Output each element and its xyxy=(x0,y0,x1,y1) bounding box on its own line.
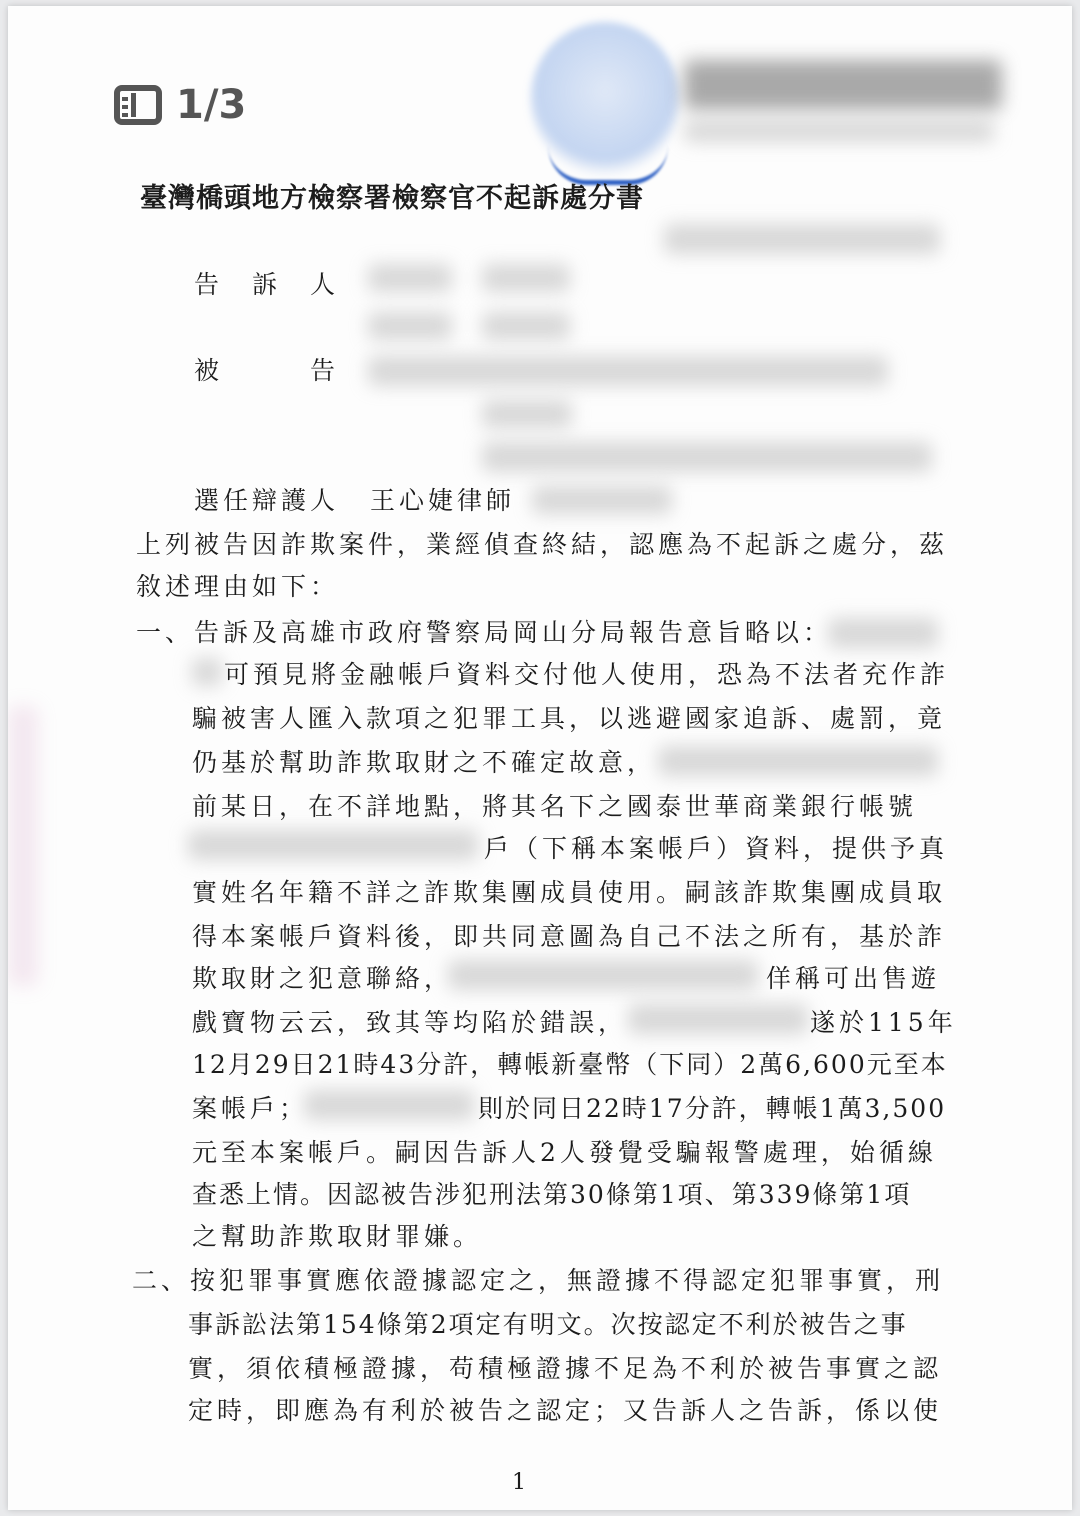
redacted-margin-mark xyxy=(8,706,38,986)
redacted-complainant-1b xyxy=(482,264,570,292)
redacted-date xyxy=(658,746,938,776)
redacted-complainant-2b xyxy=(482,312,570,340)
redacted-defendant xyxy=(368,356,888,386)
body-line: 仍基於幫助詐欺取財之不確定故意， xyxy=(192,748,657,777)
body-line: 遂於115年 xyxy=(810,1008,957,1037)
body-line: 實姓名年籍不詳之詐欺集團成員使用。嗣該詐欺集團成員取 xyxy=(192,878,947,907)
document-page xyxy=(8,6,1072,1510)
redacted-victim-2 xyxy=(304,1090,474,1120)
page-counter xyxy=(114,82,246,128)
redacted-counsel-address xyxy=(532,486,672,514)
page-counter-text: 1/3 xyxy=(176,82,247,128)
redacted-victim-1 xyxy=(628,1004,808,1034)
section-heading-2: 二、按犯罪事實應依證據認定之，無證據不得認定犯罪事實，刑 xyxy=(132,1266,945,1295)
redacted-complainant-2 xyxy=(368,312,452,340)
redacted-defendant-id xyxy=(482,400,572,428)
redacted-complainant-1 xyxy=(368,264,452,292)
redacted-defendant-name xyxy=(828,618,938,648)
body-line: 上列被告因詐欺案件，業經偵查終結，認應為不起訴之處分，茲 xyxy=(136,530,949,559)
redacted-name-2 xyxy=(192,658,222,686)
defense-counsel-label: 選任辯護人 xyxy=(194,486,340,515)
body-line: 可預見將金融帳戶資料交付他人使用，恐為不法者充作詐 xyxy=(224,660,950,689)
body-line: 則於同日22時17分許，轉帳1萬3,500 xyxy=(478,1094,947,1123)
body-line: 元至本案帳戶。嗣因告訴人2人發覺受騙報警處理，始循線 xyxy=(192,1138,937,1167)
body-line: 實，須依積極證據，苟積極證據不足為不利於被告事實之認 xyxy=(188,1354,943,1383)
reader-mode-icon[interactable] xyxy=(114,85,162,125)
redacted-header-subtext xyxy=(684,120,994,142)
body-line: 佯稱可出售遊 xyxy=(766,964,941,993)
body-line: 前某日，在不詳地點，將其名下之國泰世華商業銀行帳號 xyxy=(192,792,918,821)
body-line: 敘述理由如下： xyxy=(136,572,340,601)
body-line: 戲寶物云云，致其等均陷於錯誤， xyxy=(192,1008,628,1037)
document-title: 臺灣橋頭地方檢察署檢察官不起訴處分書 xyxy=(140,183,644,214)
body-line: 得本案帳戶資料後，即共同意圖為自己不法之所有，基於詐 xyxy=(192,922,947,951)
body-line: 戶（下稱本案帳戶）資料，提供予真 xyxy=(484,834,949,863)
defense-counsel-name: 王心婕律師 xyxy=(370,486,516,515)
redacted-fraud-method xyxy=(448,960,758,990)
official-seal-stroke xyxy=(548,146,668,185)
body-line: 案帳戶； xyxy=(192,1094,309,1123)
section-heading-1: 一、告訴及高雄市政府警察局岡山分局報告意旨略以： xyxy=(136,618,833,647)
body-line: 12月29日21時43分許，轉帳新臺幣（下同）2萬6,600元至本 xyxy=(192,1050,948,1079)
body-line: 事訴訟法第154條第2項定有明文。次按認定不利於被告之事 xyxy=(188,1310,908,1339)
redacted-case-number xyxy=(664,224,940,254)
body-line: 騙被害人匯入款項之犯罪工具，以逃避國家追訴、處罰，竟 xyxy=(192,704,947,733)
defendant-label: 被 告 xyxy=(194,356,340,385)
body-line: 定時，即應為有利於被告之認定；又告訴人之告訴，係以使 xyxy=(188,1396,943,1425)
redacted-account-number xyxy=(188,830,478,860)
body-line: 欺取財之犯意聯絡， xyxy=(192,964,454,993)
body-line: 查悉上情。因認被告涉犯刑法第30條第1項、第339條第1項 xyxy=(192,1180,912,1209)
body-line: 之幫助詐欺取財罪嫌。 xyxy=(192,1222,483,1251)
redacted-defendant-address xyxy=(482,442,932,472)
page-number: 1 xyxy=(512,1470,526,1495)
complainant-label: 告 訴 人 xyxy=(194,270,340,299)
redacted-header-text xyxy=(684,60,1002,110)
